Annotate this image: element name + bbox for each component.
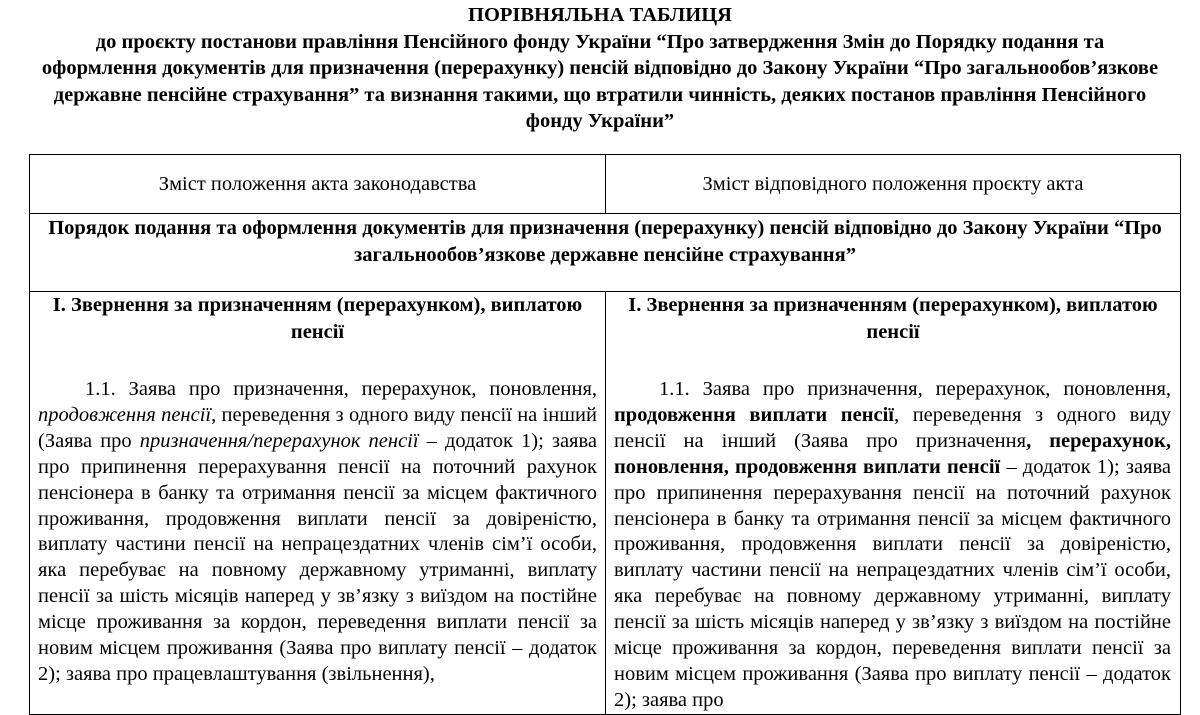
comparison-table bbox=[29, 154, 1181, 715]
proposed-text-part: – додаток 1); заява про припинення перерахування пенсії на поточний рахунок пенсіонера в банку та отримання пенсії за місцем фактичного проживання, продовження виплати пенсії за довіреністю, виплату частини пенсії на непрацездатних членів сім’ї особи, яка перебуває на повному державному утриманні, виплату пенсії за шість місяців наперед у зв’язку з виїздом на постійне місце проживання за кордон, переведення виплати пенсії за новим місцем проживання (Заява про виплату пенсії – додаток 2); заява про bbox=[614, 455, 1171, 711]
document-header bbox=[0, 2, 1200, 135]
current-text-part: 1.1. Заява про призначення, перерахунок, поновлення, bbox=[85, 378, 597, 400]
current-text-part: , переведення з одного виду пенсії на інший (Заява про bbox=[38, 403, 597, 452]
current-italic-phrase: призначення/перерахунок пенсії bbox=[139, 429, 419, 452]
proposed-paragraph-1-1 bbox=[606, 377, 1180, 714]
proposed-bold-phrase: , перерахунок, поновлення, продовження виплати пенсії bbox=[614, 429, 1171, 478]
content-row bbox=[30, 292, 1181, 715]
column-header-left: Зміст положення акта законодавства bbox=[30, 155, 606, 214]
section-title-row bbox=[30, 214, 1181, 292]
document-subtitle: до проєкту постанови правління Пенсійного фонду України “Про затвердження Змін до Порядку подання та оформлення документів для призначення (перерахунку) пенсій відповідно до Закону України “Про загальнообов’язкове державне пенсійне страхування” та визнання такими, що втратили чинність, деяких постанов правління Пенсійного фонду України” bbox=[41, 30, 1159, 132]
proposed-bold-phrase: продовження виплати пенсії bbox=[614, 403, 895, 426]
proposed-chapter-heading: І. Звернення за призначенням (перерахунком), виплатою пенсії bbox=[628, 294, 1158, 343]
current-text-part: – додаток 1); заява про припинення перерахування пенсії на поточний рахунок пенсіонера в банку та отримання пенсії за місцем фактичного проживання, продовження виплати пенсії за довіреністю, виплату частини пенсії на непрацездатних членів сім’ї особи, яка перебуває на повному державному утриманні, виплату пенсії за шість місяців наперед у зв’язку з виїздом на постійне місце проживання за кордон, переведення виплати пенсії за новим місцем проживання (Заява про виплату пенсії – додаток 2); заява про працевлаштування (звільнення), bbox=[38, 429, 597, 685]
section-title: Порядок подання та оформлення документів для призначення (перерахунку) пенсій відповідно до Закону України “Про загальнообов’язкове державне пенсійне страхування” bbox=[48, 217, 1162, 266]
proposed-text-cell bbox=[606, 292, 1181, 715]
column-header-right: Зміст відповідного положення проєкту акта bbox=[606, 155, 1181, 214]
section-title-cell bbox=[30, 214, 1181, 292]
proposed-text-part: 1.1. Заява про призначення, перерахунок, поновлення, bbox=[659, 378, 1171, 400]
proposed-text-part: , переведення з одного виду пенсії на інший (Заява про призначення bbox=[614, 403, 1171, 452]
column-header-row bbox=[30, 155, 1181, 214]
current-text-cell bbox=[30, 292, 606, 715]
document-title: ПОРІВНЯЛЬНА ТАБЛИЦЯ bbox=[468, 4, 732, 26]
current-paragraph-1-1 bbox=[30, 377, 605, 688]
current-chapter-heading: І. Звернення за призначенням (перерахунком), виплатою пенсії bbox=[52, 294, 583, 343]
current-italic-phrase: продовження пенсії bbox=[38, 403, 212, 426]
